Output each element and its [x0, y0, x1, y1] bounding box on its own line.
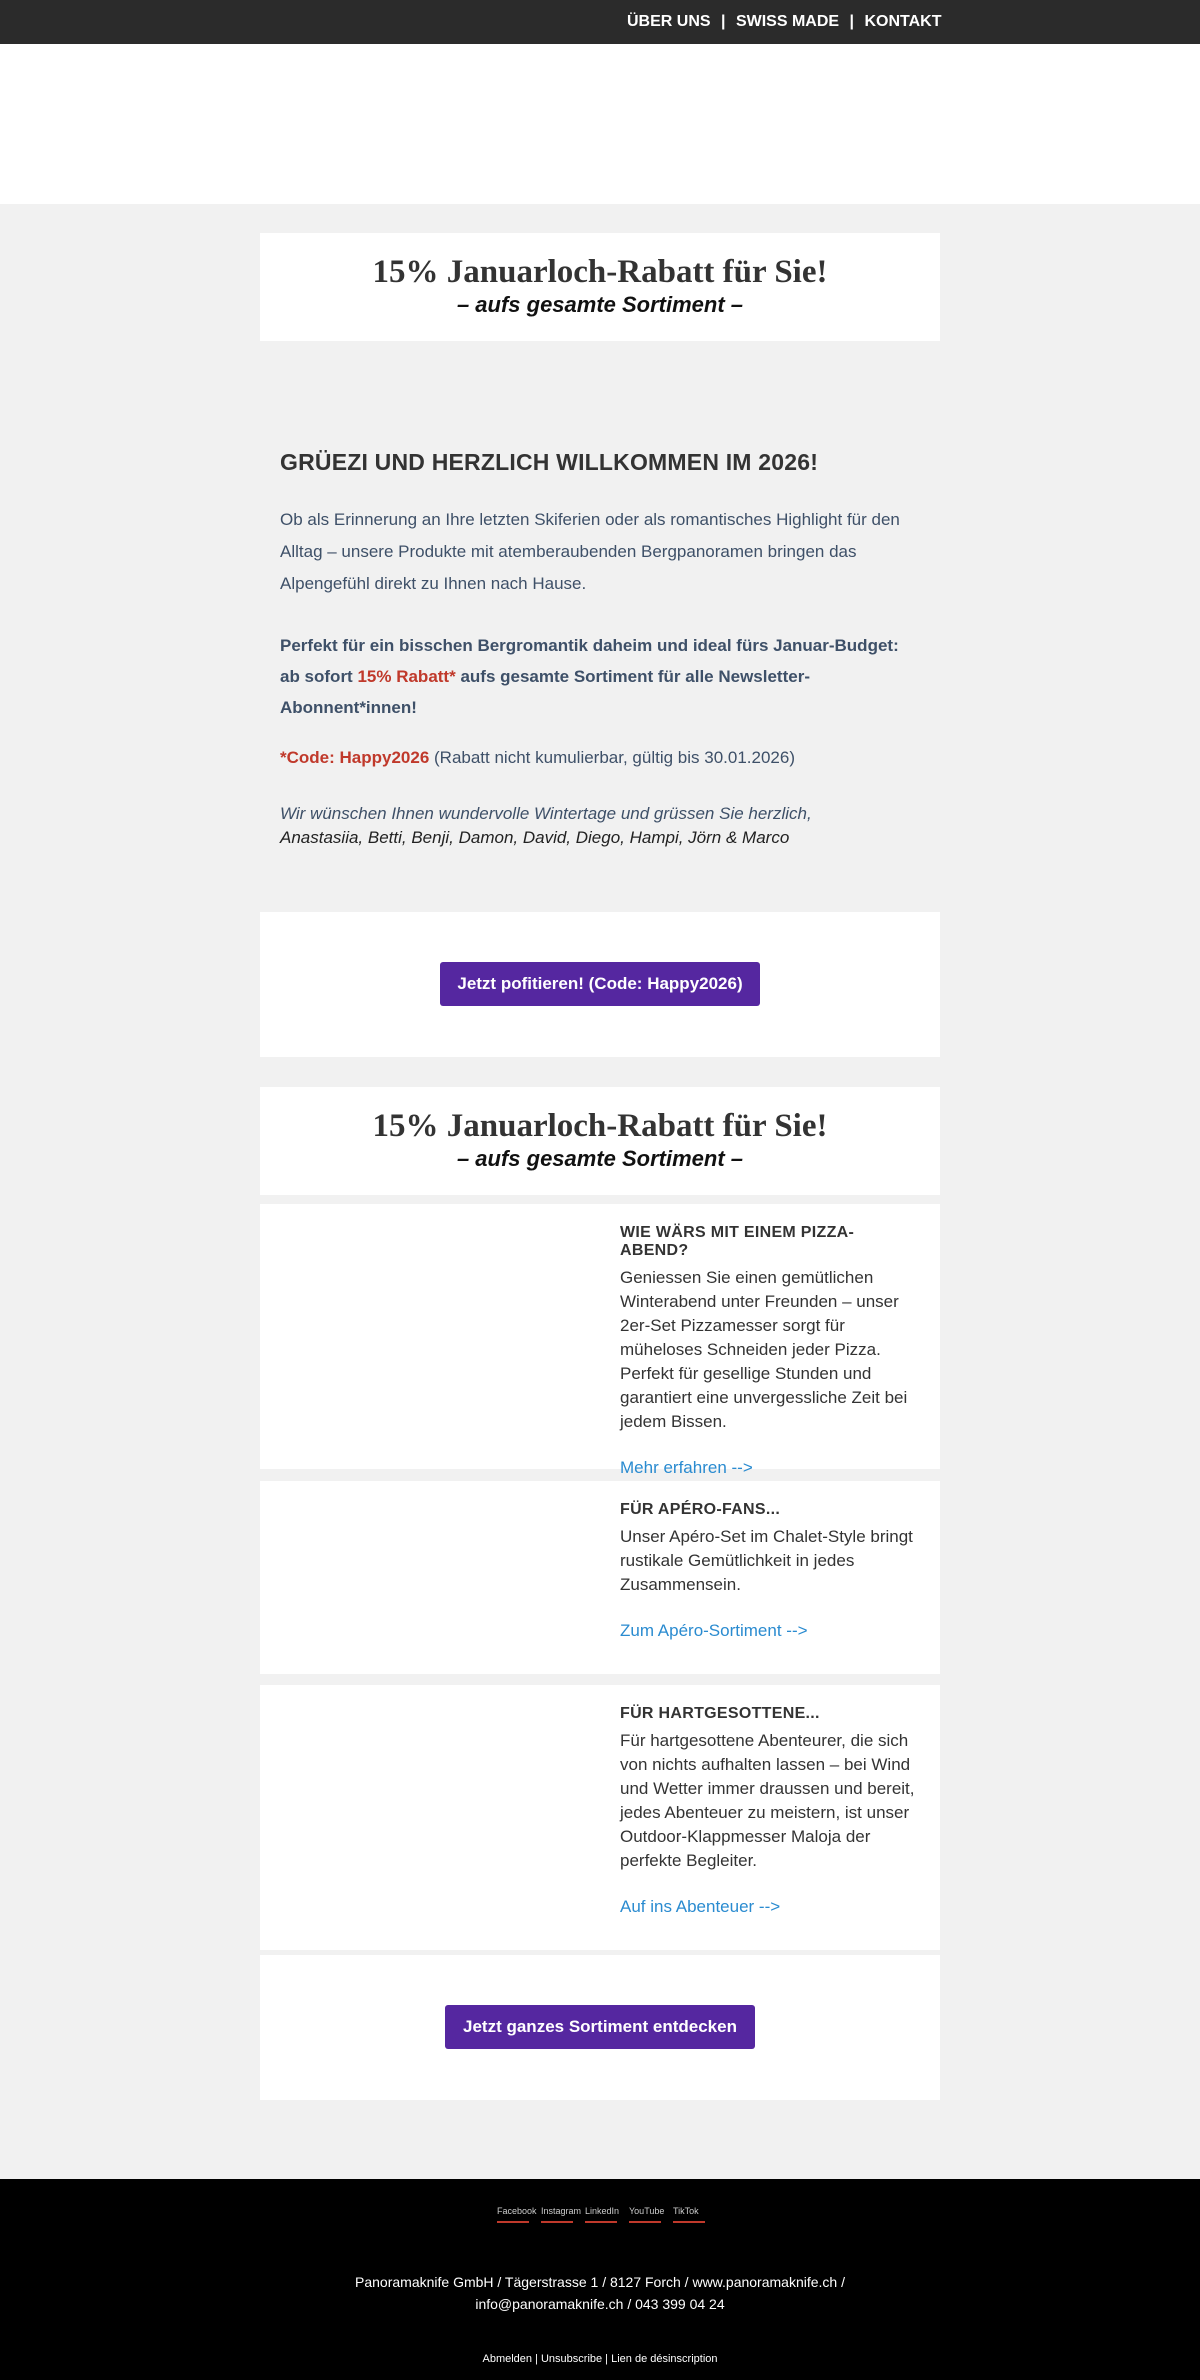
nav-separator: |	[721, 13, 726, 30]
nav-link-swiss-made[interactable]: SWISS MADE	[735, 13, 840, 30]
promo-banner-top	[260, 233, 940, 341]
cta-profit-button[interactable]: Jetzt pofitieren! (Code: Happy2026)	[440, 962, 760, 1006]
discount-line-1: Perfekt für ein bisschen Bergromantik daheim und ideal fürs Januar-Budget:	[280, 636, 899, 655]
product-link[interactable]: Auf ins Abenteuer -->	[620, 1897, 781, 1916]
footer	[0, 2179, 1200, 2380]
tiktok-icon[interactable]: TikTok	[673, 2205, 705, 2223]
product-title: FÜR HARTGESOTTENE...	[620, 1705, 820, 1722]
discount-line-2b: aufs gesamte Sortiment für alle Newsletter-Abonnent*innen!	[280, 667, 810, 717]
promo-title: 15% Januarloch-Rabatt für Sie!	[372, 254, 828, 290]
product-card-apero	[260, 1481, 940, 1674]
company-address	[0, 2271, 1200, 2315]
discount-line-2a: ab sofort	[280, 667, 358, 686]
signature-names: Anastasiia, Betti, Benji, Damon, David, Diego, Hampi, Jörn & Marco	[280, 828, 790, 847]
cta-shop-button[interactable]: Jetzt ganzes Sortiment entdecken	[445, 2005, 755, 2049]
promo-banner-bottom	[260, 1087, 940, 1195]
product-text	[620, 1501, 920, 1641]
product-link[interactable]: Mehr erfahren -->	[620, 1458, 753, 1477]
product-card-outdoor	[260, 1685, 940, 1950]
product-title: FÜR APÉRO-FANS...	[620, 1501, 781, 1518]
discount-conditions: (Rabatt nicht kumulierbar, gültig bis 30.01.2026)	[429, 748, 795, 767]
welcome-heading: GRÜEZI UND HERZLICH WILLKOMMEN IM 2026!	[280, 449, 819, 475]
nav-link-kontakt[interactable]: KONTAKT	[864, 13, 942, 30]
discount-announcement	[280, 630, 920, 723]
welcome-intro: Ob als Erinnerung an Ihre letzten Skiferien oder als romantisches Highlight für den Alltag – unsere Produkte mit atemberaubenden Bergpanoramen bringen das Alpengefühl direkt zu Ihnen nach Hause.	[280, 510, 900, 593]
linkedin-icon[interactable]: LinkedIn	[585, 2205, 617, 2223]
nav-separator: |	[849, 13, 855, 30]
promo-title: 15% Januarloch-Rabatt für Sie!	[372, 1108, 828, 1144]
instagram-icon[interactable]: Instagram	[541, 2205, 573, 2223]
cta-section-1	[260, 912, 940, 1057]
welcome-letter	[260, 410, 940, 847]
youtube-icon[interactable]: YouTube	[629, 2205, 661, 2223]
promo-subtitle: – aufs gesamte Sortiment –	[456, 1146, 744, 1171]
product-description: Geniessen Sie einen gemütlichen Winterabend unter Freunden – unser 2er-Set Pizzamesser sorgt für müheloses Schneiden jeder Pizza. Perfekt für gesellige Stunden und garantiert eine unvergessliche Zeit bei jedem Bissen.	[620, 1268, 908, 1431]
product-description: Unser Apéro-Set im Chalet-Style bringt rustikale Gemütlichkeit in jedes Zusammensein.	[620, 1527, 913, 1594]
unsubscribe-links[interactable]: Abmelden | Unsubscribe | Lien de désinscription	[482, 2353, 718, 2365]
social-links	[497, 2205, 705, 2223]
product-card-pizza	[260, 1204, 940, 1477]
facebook-icon[interactable]: Facebook	[497, 2205, 529, 2223]
product-title: WIE WÄRS MIT EINEM PIZZA-ABEND?	[620, 1224, 855, 1259]
top-nav	[627, 13, 942, 31]
cta-section-2	[260, 1955, 940, 2100]
nav-link-ueber-uns[interactable]: ÜBER UNS	[627, 13, 711, 30]
top-nav-bar	[0, 0, 1200, 44]
header-banner	[0, 44, 1200, 204]
promo-subtitle: – aufs gesamte Sortiment –	[456, 292, 744, 317]
address-line-2: info@panoramaknife.ch / 043 399 04 24	[475, 2296, 725, 2312]
discount-highlight: 15% Rabatt*	[357, 667, 456, 686]
product-text	[620, 1224, 920, 1478]
product-description: Für hartgesottene Abenteurer, die sich von nichts aufhalten lassen – bei Wind und Wetter immer draussen und bereit, jedes Abenteuer zu meistern, ist unser Outdoor-Klappmesser Maloja der perfekte Begleiter.	[620, 1731, 915, 1870]
discount-code: *Code: Happy2026	[280, 748, 430, 767]
discount-code-note	[280, 745, 920, 771]
greeting-wish: Wir wünschen Ihnen wundervolle Wintertage und grüssen Sie herzlich,	[280, 804, 812, 823]
product-link[interactable]: Zum Apéro-Sortiment -->	[620, 1621, 808, 1640]
address-line-1: Panoramaknife GmbH / Tägerstrasse 1 / 8127 Forch / www.panoramaknife.ch /	[355, 2274, 845, 2290]
product-text	[620, 1705, 920, 1917]
